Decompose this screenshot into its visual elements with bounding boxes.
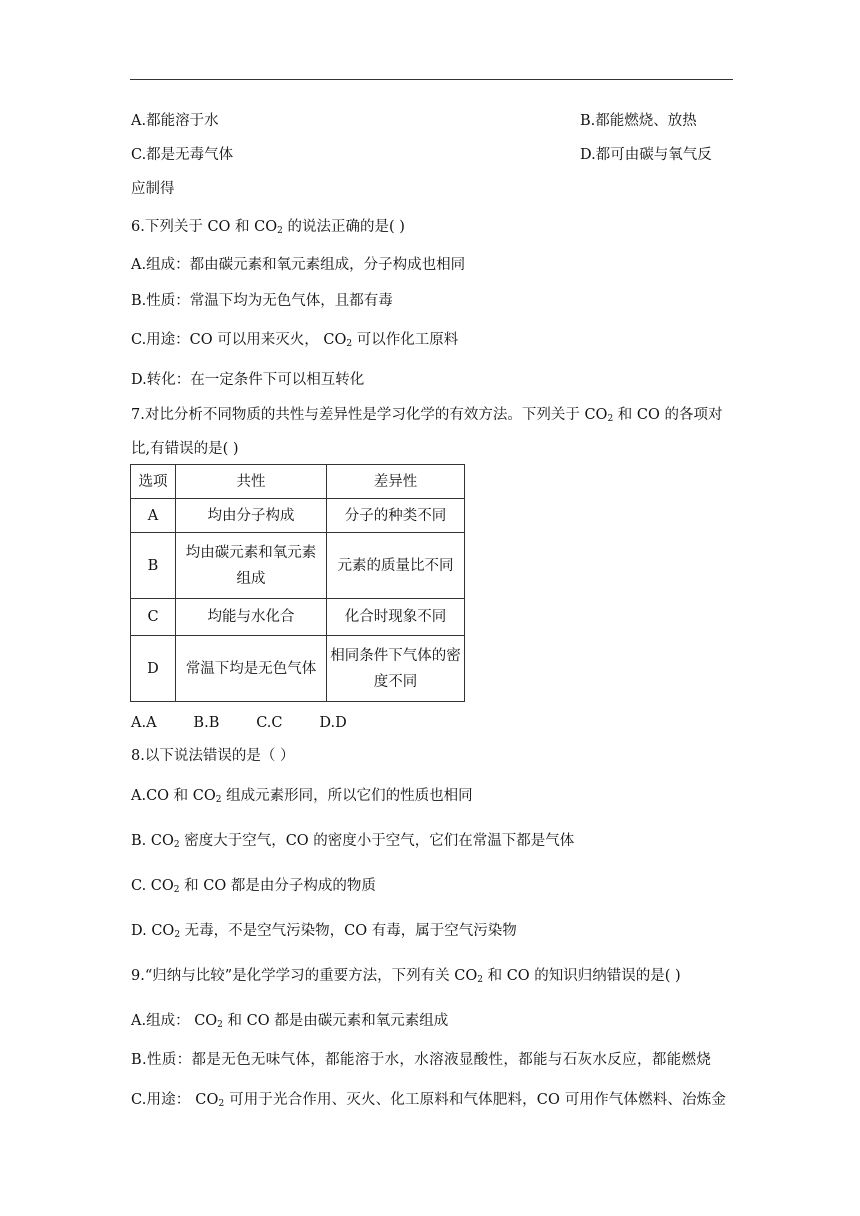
q5-option-a: A.都能溶于水 (131, 113, 219, 129)
q7-comparison-table (130, 464, 465, 702)
table-cell: C (131, 599, 176, 636)
table-cell: 相同条件下气体的密 度不同 (327, 636, 465, 702)
table-cell: B (131, 533, 176, 599)
table-header-cell: 共性 (176, 465, 327, 499)
q7-stem-line1: 7.对比分析不同物质的共性与差异性是学习化学的有效方法。下列关于 $CO_2$ 和 CO 的各项对 (131, 407, 723, 424)
q6-stem: 6.下列关于 CO 和 $CO_2$ 的说法正确的是( ) (131, 219, 405, 236)
q6-option-c: C.用途：CO 可以用来灭火， $CO_2$ 可以作化工原料 (131, 332, 459, 349)
table-cell: 分子的种类不同 (327, 499, 465, 533)
table-row (131, 533, 465, 599)
q9-option-b: B.性质：都是无色无味气体，都能溶于水，水溶液显酸性，都能与石灰水反应，都能燃烧 (131, 1052, 712, 1068)
header-rule (130, 79, 733, 80)
q5-option-b: B.都能燃烧、放热 (580, 113, 697, 129)
table-cell: 化合时现象不同 (327, 599, 465, 636)
q8-option-d: D. $CO_2$ 无毒，不是空气污染物，CO 有毒，属于空气污染物 (131, 923, 517, 940)
table-row (131, 599, 465, 636)
table-cell: 常温下均是无色气体 (176, 636, 327, 702)
table-cell: A (131, 499, 176, 533)
q5-option-d-continued: 应制得 (131, 181, 175, 197)
q7-answer-choices: A.A B.B C.C D.D (131, 715, 347, 731)
q6-option-d: D.转化：在一定条件下可以相互转化 (131, 372, 365, 388)
q9-option-c: C.用途： $CO_2$ 可用于光合作用、灭火、化工原料和气体肥料，CO 可用作气体燃料、冶炼金 (131, 1092, 726, 1109)
table-cell: 均能与水化合 (176, 599, 327, 636)
q6-option-b: B.性质：常温下均为无色气体，且都有毒 (131, 293, 393, 309)
table-cell: 均由分子构成 (176, 499, 327, 533)
q5-option-c: C.都是无毒气体 (131, 147, 234, 163)
table-header-cell: 差异性 (327, 465, 465, 499)
table-row (131, 499, 465, 533)
q6-option-a: A.组成：都由碳元素和氧元素组成，分子构成也相同 (131, 257, 466, 273)
q8-option-c: C. $CO_2$ 和 CO 都是由分子构成的物质 (131, 878, 376, 895)
q8-stem: 8.以下说法错误的是（ ） (131, 748, 295, 764)
table-header-cell: 选项 (131, 465, 176, 499)
table-cell: D (131, 636, 176, 702)
table-cell: 均由碳元素和氧元素 组成 (176, 533, 327, 599)
q8-option-a: A.CO 和 $CO_2$ 组成元素形同，所以它们的性质也相同 (131, 788, 473, 805)
q5-option-d: D.都可由碳与氧气反 (580, 147, 712, 163)
table-cell: 元素的质量比不同 (327, 533, 465, 599)
table-row (131, 636, 465, 702)
q8-option-b: B. $CO_2$ 密度大于空气，CO 的密度小于空气，它们在常温下都是气体 (131, 833, 575, 850)
q9-stem: 9.“归纳与比较”是化学学习的重要方法，下列有关 $CO_2$ 和 CO 的知识归纳错误的是( ) (131, 968, 681, 985)
table-header-row (131, 465, 465, 499)
q9-option-a: A.组成： $CO_2$ 和 CO 都是由碳元素和氧元素组成 (131, 1013, 449, 1030)
q7-stem-line2: 比,有错误的是( ) (131, 441, 239, 457)
